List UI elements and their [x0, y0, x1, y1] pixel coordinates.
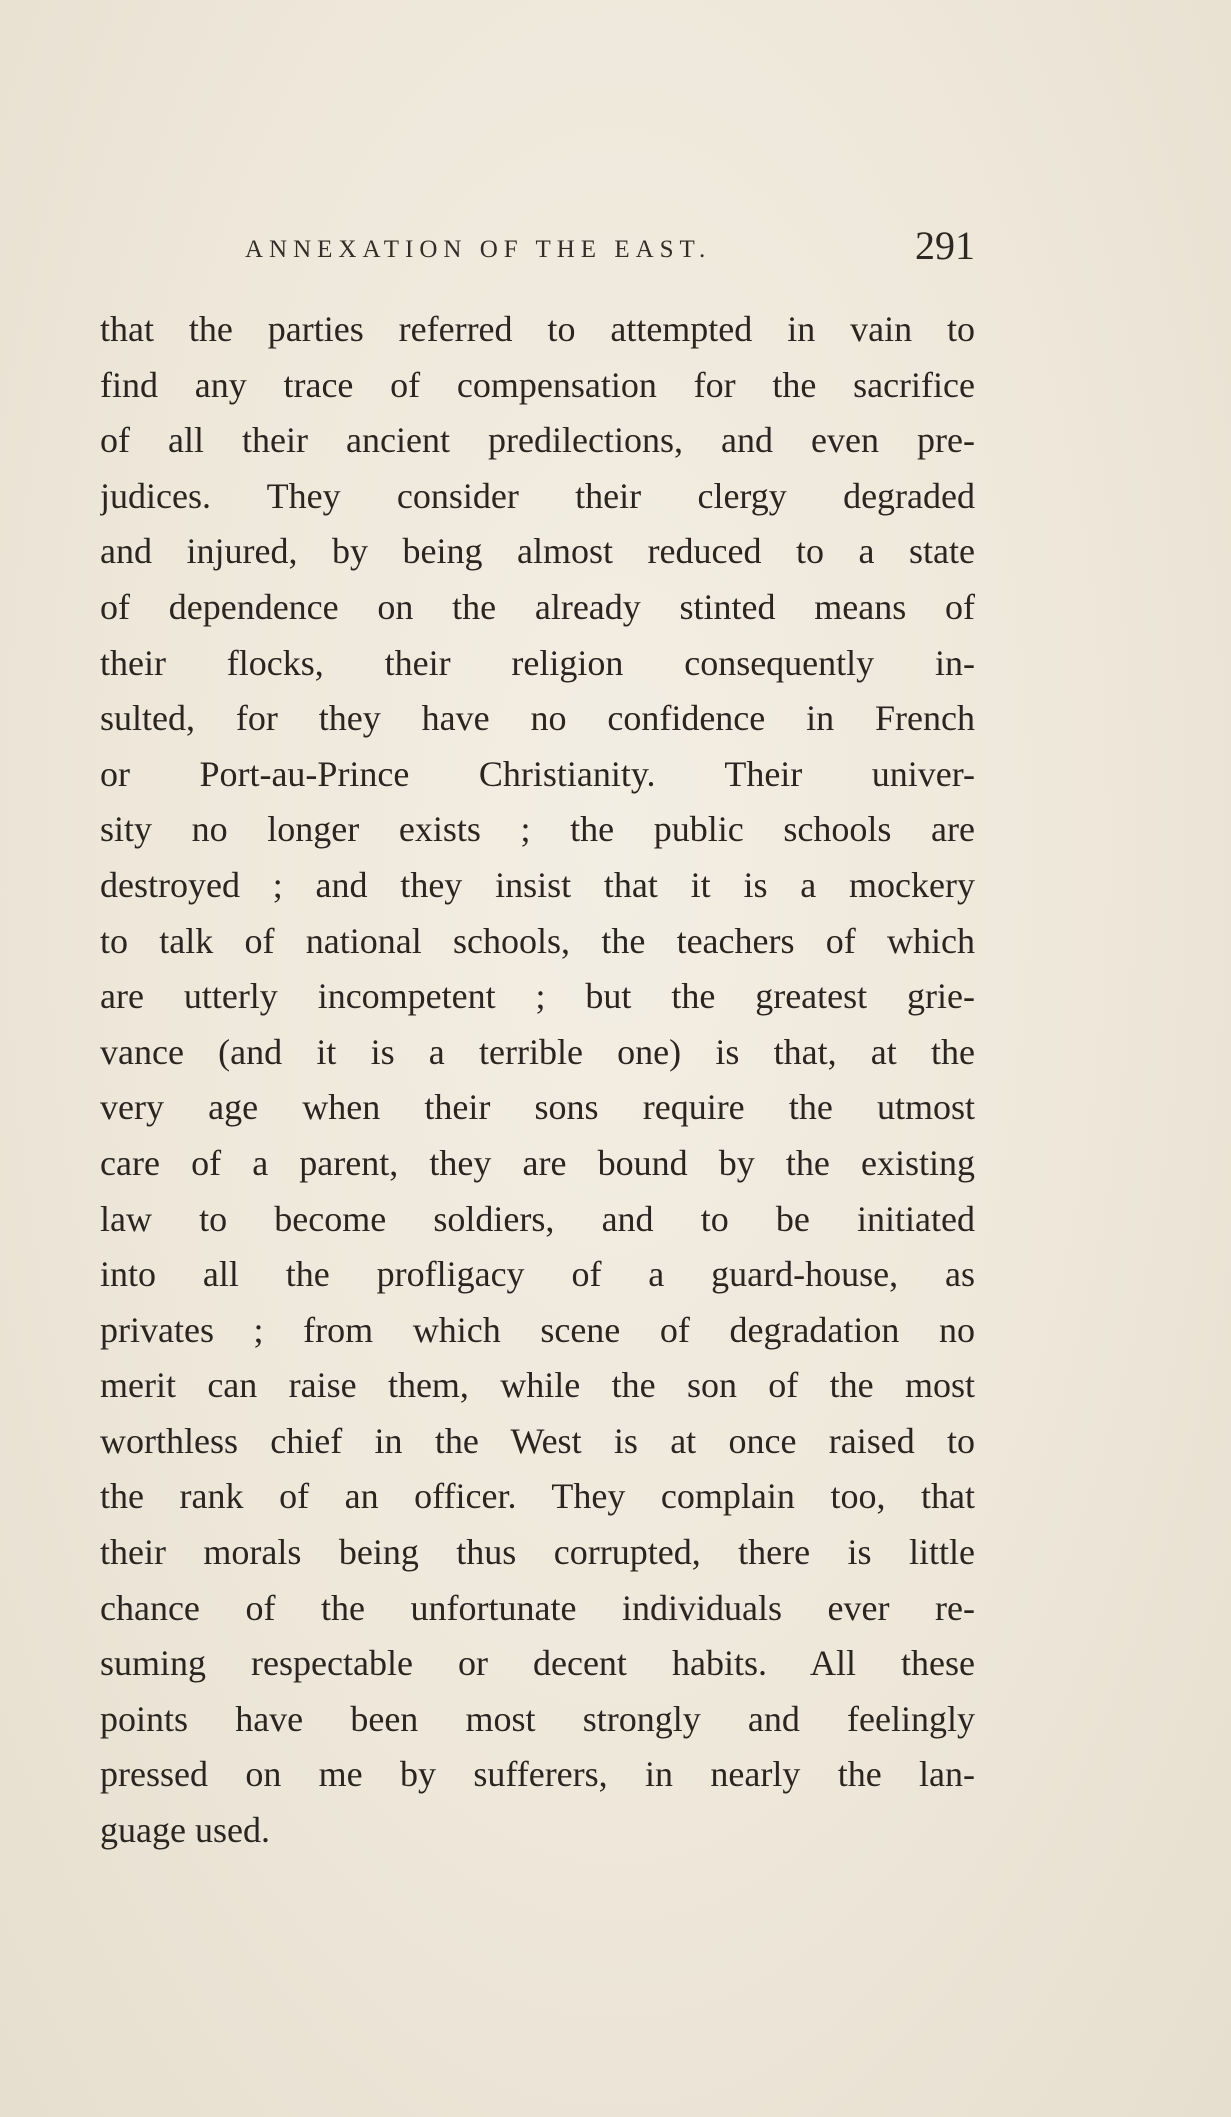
text-line: to talk of national schools, the teachers of which [100, 920, 975, 961]
text-line: vance (and it is a terrible one) is that, at the [100, 1031, 975, 1072]
text-line: suming respectable or decent habits. All these [100, 1643, 975, 1684]
text-line: chance of the unfortunate individuals ever re- [100, 1587, 975, 1628]
text-line: guage used. [100, 1810, 270, 1851]
text-line: destroyed ; and they insist that it is a mockery [100, 864, 975, 905]
page-number: 291 [915, 223, 975, 268]
text-line: very age when their sons require the utmost [100, 1087, 975, 1128]
text-line: law to become soldiers, and to be initiated [100, 1198, 975, 1239]
text-line: their morals being thus corrupted, there is little [100, 1532, 975, 1573]
text-line: are utterly incompetent ; but the greatest grie- [100, 976, 975, 1017]
text-line: their flocks, their religion consequently in- [100, 642, 975, 683]
text-line: worthless chief in the West is at once raised to [100, 1420, 975, 1461]
page-header [100, 222, 975, 282]
text-line: pressed on me by sufferers, in nearly the lan- [100, 1754, 975, 1795]
text-line: of all their ancient predilections, and even pre- [100, 420, 975, 461]
running-title: ANNEXATION OF THE EAST. [245, 236, 712, 263]
body-text [100, 302, 975, 1859]
text-line: and injured, by being almost reduced to a state [100, 531, 975, 572]
text-line: the rank of an officer. They complain too, that [100, 1476, 975, 1517]
text-line: merit can raise them, while the son of the most [100, 1365, 975, 1406]
text-line: sulted, for they have no confidence in French [100, 698, 975, 739]
text-line: that the parties referred to attempted in vain to [100, 309, 975, 349]
text-line: of dependence on the already stinted means of [100, 586, 975, 627]
text-line: care of a parent, they are bound by the existing [100, 1142, 975, 1183]
text-line: judices. They consider their clergy degraded [100, 475, 975, 516]
text-line: points have been most strongly and feelingly [100, 1698, 975, 1739]
text-line: sity no longer exists ; the public schools are [100, 809, 975, 850]
text-line: privates ; from which scene of degradation no [100, 1309, 975, 1350]
text-line: or Port-au-Prince Christianity. Their univer- [100, 753, 975, 794]
text-line: into all the profligacy of a guard-house, as [100, 1254, 975, 1295]
text-line: find any trace of compensation for the sacrifice [100, 364, 975, 405]
